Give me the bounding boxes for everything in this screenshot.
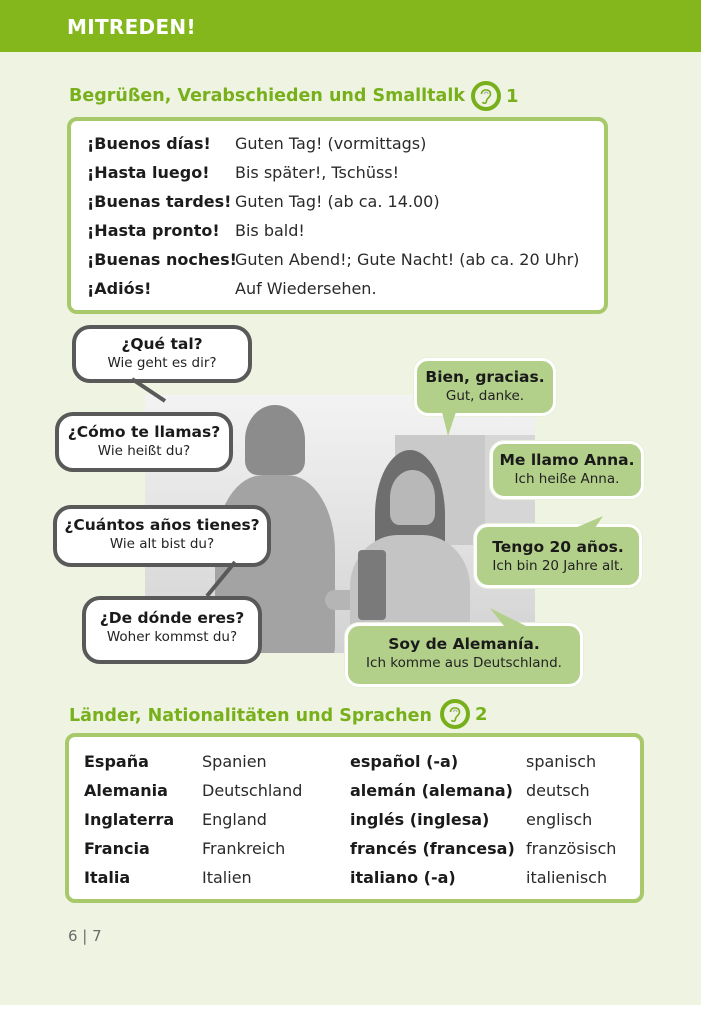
language-german: italienisch xyxy=(526,868,608,887)
audio-track-number: 2 xyxy=(475,703,488,725)
greeting-german: Guten Tag! (vormittags) xyxy=(235,134,427,153)
bubble-german: Gut, danke. xyxy=(445,388,525,404)
language-german: deutsch xyxy=(526,781,590,800)
country-row xyxy=(84,810,644,834)
audio-track-1[interactable] xyxy=(470,80,519,112)
bubble-german: Woher kommst du? xyxy=(106,629,238,645)
bubble-tail xyxy=(440,412,460,438)
country-german: England xyxy=(202,810,267,829)
bubble-german: Wie alt bist du? xyxy=(109,536,215,552)
nationality-spanish: alemán (alemana) xyxy=(350,781,513,800)
bubble-german: Wie geht es dir? xyxy=(107,355,217,371)
section-title-countries: Länder, Nationalitäten und Sprachen xyxy=(69,706,432,726)
language-german: französisch xyxy=(526,839,617,858)
country-row xyxy=(84,839,644,863)
country-german: Deutschland xyxy=(202,781,303,800)
speech-bubble-question xyxy=(82,596,262,664)
country-german: Frankreich xyxy=(202,839,286,858)
speech-bubble-answer xyxy=(414,358,556,416)
country-german: Italien xyxy=(202,868,252,887)
bubble-spanish: Soy de Alemanía. xyxy=(388,635,540,653)
greeting-spanish: ¡Buenas tardes! xyxy=(87,192,232,211)
country-row xyxy=(84,868,644,892)
bubble-spanish: ¿Cuántos años tienes? xyxy=(64,516,260,534)
language-german: englisch xyxy=(526,810,593,829)
bubble-spanish: Me llamo Anna. xyxy=(499,451,635,469)
bubble-spanish: Tengo 20 años. xyxy=(492,538,624,556)
audio-track-2[interactable] xyxy=(439,698,488,730)
country-spanish: Inglaterra xyxy=(84,810,175,829)
nationality-spanish: español (-a) xyxy=(350,752,459,771)
greeting-german: Guten Abend!; Gute Nacht! (ab ca. 20 Uhr) xyxy=(235,250,580,269)
greeting-german: Bis bald! xyxy=(235,221,305,240)
bubble-german: Ich komme aus Deutschland. xyxy=(366,655,562,671)
bubble-spanish: ¿Qué tal? xyxy=(121,335,203,353)
speech-bubble-answer xyxy=(490,441,644,499)
country-spanish: Alemania xyxy=(84,781,168,800)
greeting-spanish: ¡Buenos días! xyxy=(87,134,211,153)
country-spanish: Italia xyxy=(84,868,131,887)
bubble-spanish: ¿De dónde eres? xyxy=(99,609,245,627)
nationality-spanish: italiano (-a) xyxy=(350,868,456,887)
country-german: Spanien xyxy=(202,752,267,771)
speech-bubble-answer xyxy=(345,623,583,687)
country-row xyxy=(84,752,644,776)
page-numbers: 6 | 7 xyxy=(68,927,102,945)
bubble-german: Ich heiße Anna. xyxy=(514,471,620,487)
speech-bubble-question xyxy=(55,412,233,472)
greeting-spanish: ¡Hasta pronto! xyxy=(87,221,220,240)
country-spanish: Francia xyxy=(84,839,150,858)
bubble-tail xyxy=(130,377,170,407)
header-title: MITREDEN! xyxy=(67,15,196,39)
speech-bubble-question xyxy=(72,325,252,383)
countries-card xyxy=(65,733,644,903)
audio-track-number: 1 xyxy=(506,85,519,107)
header-bar xyxy=(0,0,701,52)
speech-bubble-question xyxy=(53,505,271,567)
ear-icon xyxy=(470,80,502,112)
bubble-german: Wie heißt du? xyxy=(97,443,191,459)
nationality-spanish: inglés (inglesa) xyxy=(350,810,490,829)
nationality-spanish: francés (francesa) xyxy=(350,839,515,858)
section-title-greetings: Begrüßen, Verabschieden und Smalltalk xyxy=(69,86,465,106)
speech-bubble-answer xyxy=(474,524,642,588)
bubble-spanish: ¿Cómo te llamas? xyxy=(67,423,221,441)
ear-icon xyxy=(439,698,471,730)
greeting-spanish: ¡Hasta luego! xyxy=(87,163,210,182)
greeting-spanish: ¡Buenas noches! xyxy=(87,250,237,269)
bubble-tail xyxy=(205,560,245,600)
bubble-tail xyxy=(490,608,530,628)
greeting-spanish: ¡Adiós! xyxy=(87,279,152,298)
country-row xyxy=(84,781,644,805)
language-german: spanisch xyxy=(526,752,597,771)
greeting-german: Guten Tag! (ab ca. 14.00) xyxy=(235,192,440,211)
bubble-spanish: Bien, gracias. xyxy=(425,368,545,386)
country-spanish: España xyxy=(84,752,149,771)
bubble-tail xyxy=(575,516,605,530)
greetings-card xyxy=(67,117,608,314)
greeting-german: Bis später!, Tschüss! xyxy=(235,163,400,182)
greeting-german: Auf Wiedersehen. xyxy=(235,279,377,298)
bubble-german: Ich bin 20 Jahre alt. xyxy=(492,558,624,574)
